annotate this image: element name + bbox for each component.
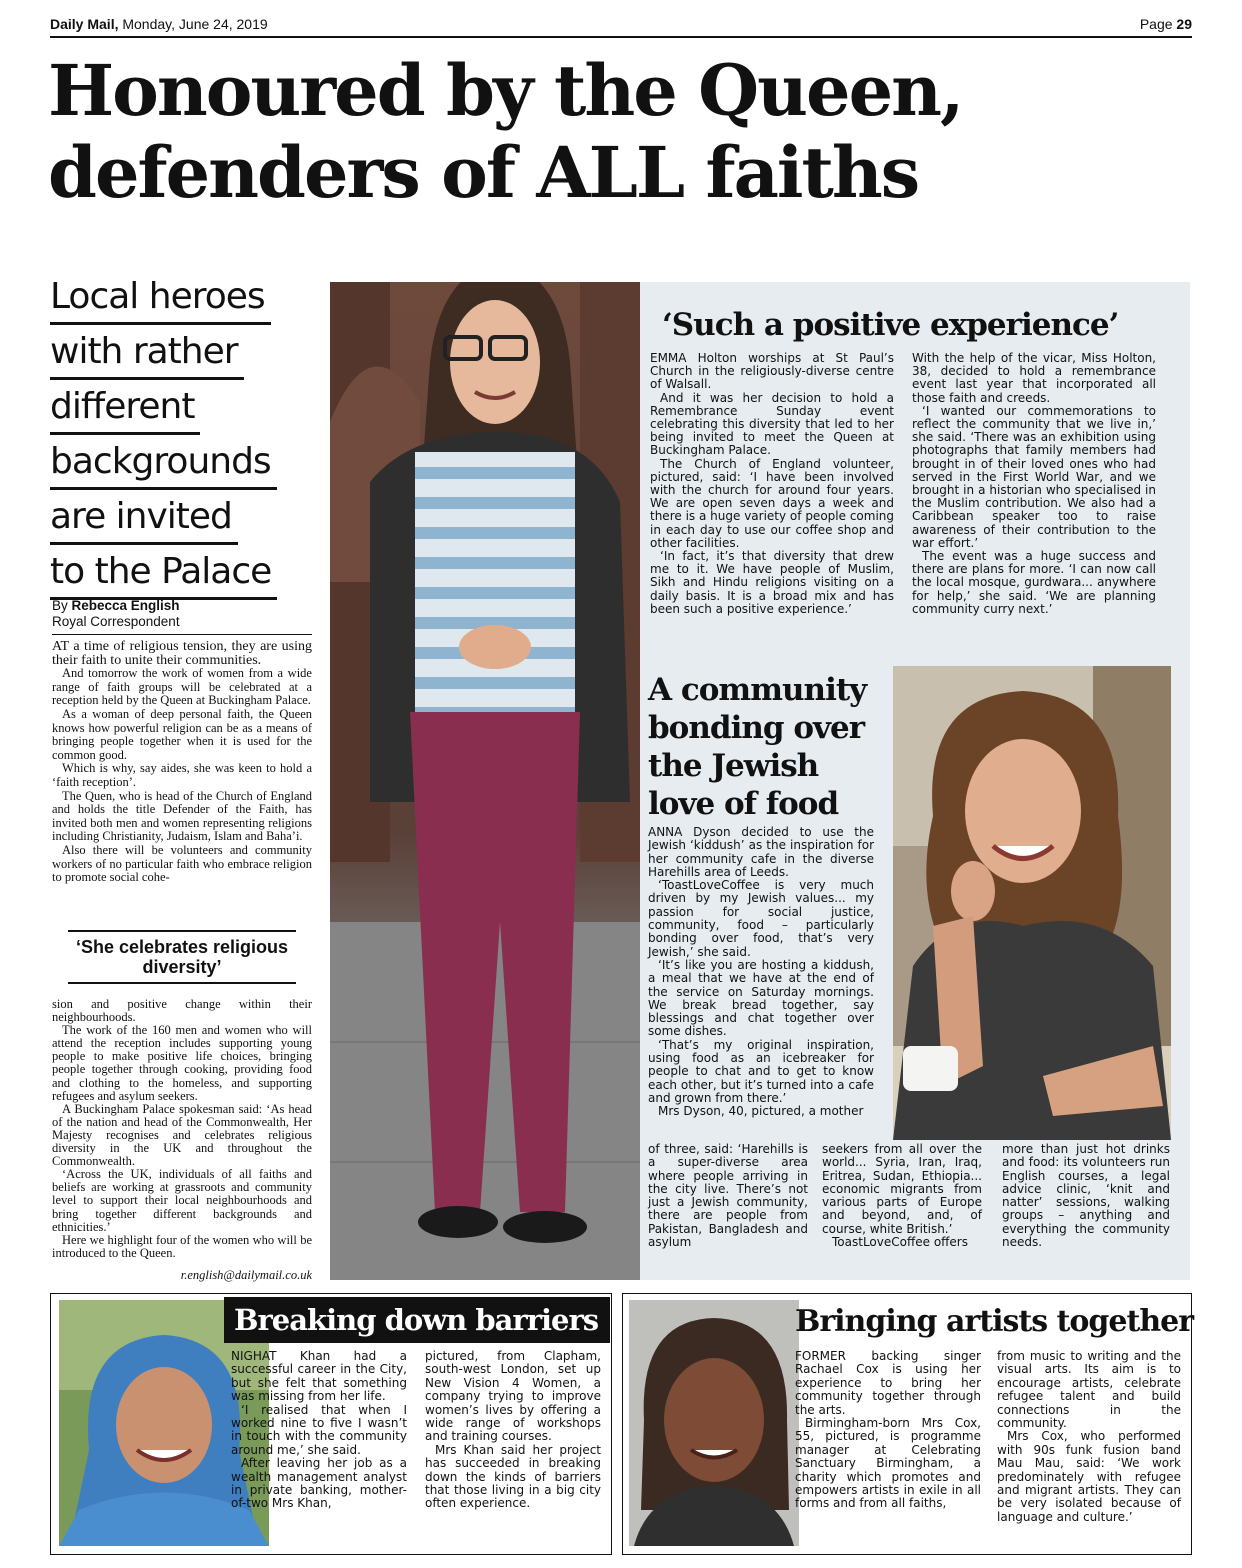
anna-heading-line: bonding over: [648, 710, 865, 746]
anna-heading: [648, 671, 888, 823]
headline: [48, 50, 1198, 214]
paragraph: NIGHAT Khan had a successful career in the City, but she felt that something was missing from her life.: [231, 1349, 407, 1404]
masthead-left: [50, 16, 268, 32]
pullquote: ‘She celebrates religious diversity’: [68, 930, 296, 984]
paragraph: The Church of England volunteer, pictured, said: ‘I have been involved with the church for around four years. We are open seven days a week and there is a huge variety of people coming in each day to use our coffee shop and other facilities.: [650, 456, 894, 550]
paragraph: more than just hot drinks and food: its volunteers run English courses, a legal advice clinic, ‘knit and natter’ sessions, walking groups – anything and everything the community needs.: [1002, 1142, 1170, 1250]
paragraph: The event was a huge success and there are plans for more. ‘I can now call the local mosque, gurdwara... anywhere for help,’ she said. ‘We are planning community curry next.’: [912, 549, 1156, 616]
paragraph: Mrs Khan said her project has succeeded in breaking down the kinds of barriers that those living in a big city often experience.: [425, 1442, 601, 1511]
page-number: 29: [1176, 16, 1192, 32]
anna-column-b: [822, 1143, 982, 1249]
emma-holton-photo: [330, 282, 640, 1280]
paragraph: ToastLoveCoffee offers: [832, 1235, 968, 1250]
standfirst-line: with rather: [50, 327, 244, 380]
paragraph: And tomorrow the work of women from a wide range of faith groups will be celebrated at a reception held by the Queen at Buckingham Palace.: [52, 666, 312, 708]
anna-column-a: [648, 1143, 808, 1249]
author-email[interactable]: r.english@dailymail.co.uk: [180, 1268, 312, 1282]
anna-dyson-photo: [893, 666, 1171, 1140]
paragraph: ‘I wanted our commemorations to reflect the community that we live in,’ she said. ‘There was an exhibition using photographs that family members had brought in of their loved ones who had served in the First World War, and we brought in a historian who specialised in the Muslim contribution. We also had a Caribbean speaker too to raise awareness of their contribution to the war effort.’: [912, 403, 1156, 550]
anna-column-c: [1002, 1143, 1170, 1249]
masthead: [50, 14, 1192, 38]
page-label: Page: [1139, 16, 1177, 32]
anna-heading-line: love of food: [648, 786, 839, 822]
paper-name: Daily Mail,: [50, 16, 119, 32]
masthead-page: [1140, 16, 1192, 32]
nighat-heading: Breaking down barriers: [224, 1297, 610, 1343]
standfirst: [50, 272, 300, 602]
paragraph: Mrs Dyson, 40, pictured, a mother: [658, 1104, 864, 1119]
standfirst-line: different: [50, 382, 200, 435]
anna-heading-line: the Jewish: [648, 748, 819, 784]
paragraph: ‘That’s my original inspiration, using food as an icebreaker for people to chat and to get to know each other, but it’s turned into a cafe and grown from there.’: [648, 1037, 874, 1105]
rachael-heading: Bringing artists together: [795, 1304, 1194, 1339]
byline-author: Rebecca English: [71, 598, 180, 613]
paragraph: The work of the 160 men and women who will attend the reception includes supporting young people to make positive life choices, bringing people together through cooking, providing food and clothing to the homeless, and supporting refugees and asylum seekers.: [52, 1023, 312, 1103]
paragraph: As a woman of deep personal faith, the Queen knows how powerful religion can be as a means of bringing people together when it is used for the common good.: [52, 706, 312, 762]
paragraph: Birmingham-born Mrs Cox, 55, pictured, is programme manager at Celebrating Sanctuary Birmingham, a charity which promotes and empowers artists in exile in all forms and from all faiths,: [795, 1416, 981, 1511]
paragraph: Also there will be volunteers and community workers of no particular faith who embrace religion to promote social cohe-: [52, 842, 312, 885]
rachael-column-1: [795, 1350, 981, 1511]
nighat-column-1: [231, 1350, 407, 1511]
paragraph: Here we highlight four of the women who will be introduced to the Queen.: [52, 1232, 312, 1260]
paragraph: FORMER backing singer Rachael Cox is using her experience to bring her community together through the arts.: [795, 1349, 981, 1417]
emma-column-1: [650, 352, 894, 616]
paragraph: ‘In fact, it’s that diversity that drew me to it. We have people of Muslim, Sikh and Hindu religions visiting on a daily basis. It is a broad mix and has been such a positive experience.’: [650, 549, 894, 616]
paragraph: ‘It’s like you are hosting a kiddush, a meal that we have at the end of the service on Saturday mornings. We break bread together, say blessings and chat together over some dishes.: [648, 957, 874, 1039]
rachael-cox-photo: [629, 1300, 799, 1546]
paragraph: AT a time of religious tension, they are using their faith to unite their communities.: [52, 639, 312, 668]
headline-line-2: defenders of ALL faiths: [48, 131, 919, 214]
paragraph: ANNA Dyson decided to use the Jewish ‘kiddush’ as the inspiration for her community cafe in the diverse Harehills area of Leeds.: [648, 825, 874, 879]
headline-line-1: Honoured by the Queen,: [48, 49, 963, 132]
standfirst-line: backgrounds: [50, 437, 277, 490]
paragraph: of three, said: ‘Harehills is a super-diverse area where people arriving in the city live. There’s not just a Jewish community, there are people from Pakistan, Bangladesh and asylum: [648, 1142, 808, 1250]
paragraph: pictured, from Clapham, south-west London, set up New Vision 4 Women, a company trying to improve women’s lives by offering a wide range of workshops and training courses.: [425, 1349, 601, 1444]
paragraph: ‘Across the UK, individuals of all faiths and beliefs are working at grassroots and community level to support their local neighbourhoods and bring together different backgrounds and ethnicities.’: [52, 1167, 312, 1234]
paragraph: EMMA Holton worships at St Paul’s Church in the religiously-diverse centre of Walsall.: [650, 351, 894, 392]
issue-date: Monday, June 24, 2019: [118, 16, 268, 32]
paragraph: ‘ToastLoveCoffee is very much driven by my Jewish values... my passion for social justice, community, food – particularly bonding over food, that’s very Jewish,’ she said.: [648, 878, 874, 959]
paragraph: Which is why, say aides, she was keen to hold a ‘faith reception’.: [52, 761, 312, 789]
emma-heading: ‘Such a positive experience’: [662, 307, 1119, 343]
rachael-column-2: [997, 1350, 1181, 1524]
main-story-body-top: [52, 640, 312, 885]
byline-by: By: [52, 598, 72, 613]
paragraph: A Buckingham Palace spokesman said: ‘As head of the nation and head of the Commonwealth, Her Majesty recognises and celebrates religious diversity in the UK and throughout the Commonwealth.: [52, 1101, 312, 1169]
paragraph: ‘I realised that when I worked nine to five I wasn’t in touch with the community around me,’ she said.: [231, 1402, 407, 1457]
anna-column-1: [648, 826, 874, 1119]
emma-panel: [640, 282, 1190, 654]
nighat-column-2: [425, 1350, 601, 1511]
paragraph: from music to writing and the visual arts. Its aim is to encourage artists, celebrate refugee talent and build connections in the community.: [997, 1349, 1181, 1431]
rachael-box: [622, 1293, 1192, 1555]
byline: [52, 598, 312, 635]
paragraph: With the help of the vicar, Miss Holton, 38, decided to hold a remembrance event last year that incorporated all those faith and creeds.: [912, 351, 1156, 405]
paragraph: After leaving her job as a wealth management analyst in private banking, mother-of-two Mrs Khan,: [231, 1456, 407, 1511]
paragraph: sion and positive change within their neighbourhoods.: [52, 997, 312, 1025]
paragraph: And it was her decision to hold a Remembrance Sunday event celebrating this diversity that led to her being invited to meet the Queen at Buckingham Palace.: [650, 390, 894, 458]
paragraph: seekers from all over the world... Syria, Iran, Iraq, Eritrea, Sudan, Ethiopia... economic migrants from various parts of Europe and beyond, and, of course, white British.’: [822, 1142, 982, 1236]
anna-heading-line: A community: [648, 672, 867, 708]
paragraph: Mrs Cox, who performed with 90s funk fusion band Mau Mau, said: ‘We work predominately with refugee and migrant artists. They can be very isolated because of language and culture.’: [997, 1429, 1181, 1524]
emma-column-2: [912, 352, 1156, 616]
standfirst-line: are invited: [50, 492, 238, 545]
nighat-box: [50, 1293, 612, 1555]
standfirst-line: to the Palace: [50, 547, 277, 600]
standfirst-line: Local heroes: [50, 272, 271, 325]
byline-role: Royal Correspondent: [52, 614, 180, 629]
main-story-body-bottom: [52, 998, 312, 1260]
paragraph: The Quen, who is head of the Church of England and holds the title Defender of the Faith, has invited both men and women representing religions including Christianity, Judaism, Islam and Baha’i.: [52, 788, 312, 844]
